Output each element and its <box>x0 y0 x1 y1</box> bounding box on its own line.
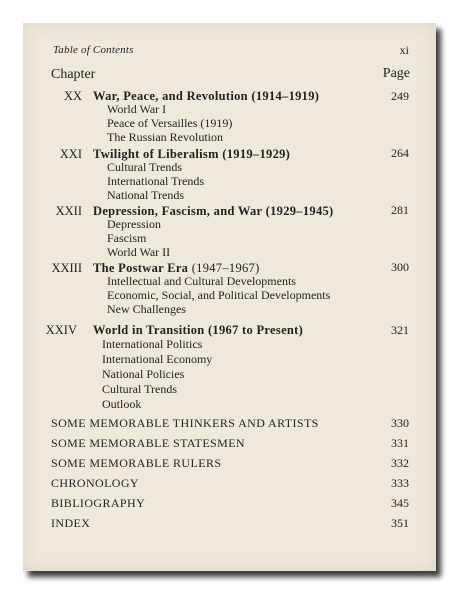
chapter-years: (1914–1919) <box>251 89 320 103</box>
chapter-page: 321 <box>391 323 409 337</box>
back-matter-label: SOME MEMORABLE RULERS <box>51 456 222 470</box>
page-column-heading: Page <box>382 66 410 81</box>
section-list <box>107 160 204 202</box>
chapter-page: 300 <box>391 260 409 274</box>
back-matter-page: 351 <box>391 516 409 530</box>
chapter-page: 281 <box>391 203 409 217</box>
section-item: International Economy <box>102 352 213 366</box>
chapter-number: XX <box>63 89 82 103</box>
back-matter-label: CHRONOLOGY <box>51 476 139 490</box>
chapter-years: (1967 to Present) <box>207 323 304 337</box>
book-page <box>23 23 436 571</box>
section-item: Fascism <box>107 231 147 245</box>
chapter-page: 264 <box>391 146 409 160</box>
chapter-title-text: Depression, Fascism, and War <box>93 204 263 218</box>
chapter-title-text: Twilight of Liberalism <box>93 147 219 161</box>
chapter-title <box>93 323 303 338</box>
chapter-years: (1929–1945) <box>265 204 334 218</box>
chapter-page: 249 <box>391 89 409 103</box>
section-item: Outlook <box>102 397 142 411</box>
section-item: National Policies <box>102 367 185 381</box>
back-matter-page: 345 <box>391 496 409 510</box>
back-matter-page: 332 <box>391 456 409 470</box>
section-item: Peace of Versailles (1919) <box>107 116 233 130</box>
chapter-number: XXIII <box>51 261 82 275</box>
chapter-years: (1947–1967) <box>191 261 260 275</box>
chapter-number: XXII <box>55 204 82 218</box>
back-matter-page: 333 <box>391 476 409 490</box>
section-list <box>107 102 232 144</box>
chapter-column-heading: Chapter <box>51 67 96 82</box>
section-item: International Trends <box>107 174 204 188</box>
section-item: Cultural Trends <box>107 160 183 174</box>
chapter-number: XXI <box>59 147 82 161</box>
chapter-title-text: World in Transition <box>93 323 205 337</box>
section-list <box>102 337 212 412</box>
back-matter-label: BIBLIOGRAPHY <box>51 496 146 510</box>
section-item: International Politics <box>102 337 203 351</box>
section-list <box>107 274 330 316</box>
section-item: World War II <box>107 245 171 259</box>
back-matter-page: 330 <box>391 416 409 430</box>
chapter-title-text: War, Peace, and Revolution <box>93 89 248 103</box>
section-item: New Challenges <box>107 302 186 316</box>
section-item: World War I <box>107 102 167 116</box>
section-item: The Russian Revolution <box>107 130 223 144</box>
back-matter-page: 331 <box>391 436 409 450</box>
page-number: xi <box>399 43 409 57</box>
running-title: Table of Contents <box>53 44 134 56</box>
chapter-number: XXIV <box>45 323 77 337</box>
chapter-years: (1919–1929) <box>222 147 291 161</box>
section-list <box>107 217 170 259</box>
section-item: National Trends <box>107 188 185 202</box>
back-matter-label: SOME MEMORABLE STATESMEN <box>51 436 245 450</box>
back-matter-label: SOME MEMORABLE THINKERS AND ARTISTS <box>51 416 319 430</box>
section-item: Intellectual and Cultural Developments <box>107 274 296 288</box>
chapter-title-text: The Postwar Era <box>93 261 189 275</box>
section-item: Cultural Trends <box>102 382 178 396</box>
section-item: Economic, Social, and Political Developments <box>107 288 331 302</box>
back-matter-label: INDEX <box>51 516 91 530</box>
section-item: Depression <box>107 217 161 231</box>
